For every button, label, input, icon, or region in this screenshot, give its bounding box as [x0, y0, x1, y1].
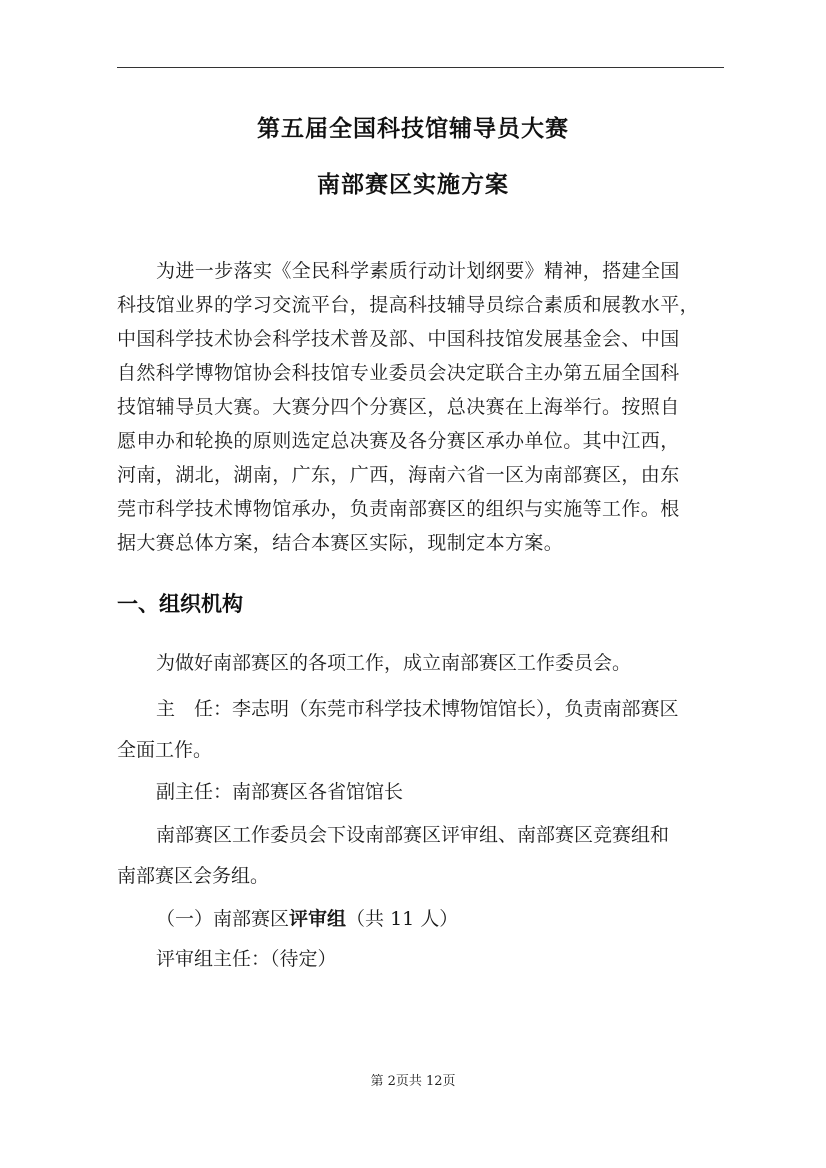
page-number-footer: 第 2页共 12页: [370, 1074, 456, 1089]
subsection-suffix: （共 11 人）: [346, 908, 459, 930]
review-director-text: 评审组主任：（待定）: [156, 948, 337, 970]
intro-line: 自然科学博物馆协会科技馆专业委员会决定联合主办第五届全国科: [117, 362, 680, 384]
intro-line: 愿申办和轮换的原则选定总决赛及各分赛区承办单位。其中江西，: [117, 430, 680, 452]
intro-line: 为进一步落实《全民科学素质行动计划纲要》精神，搭建全国: [156, 260, 680, 282]
director-text-cont: 全面工作。: [117, 739, 213, 761]
header-rule: [117, 67, 724, 68]
intro-line: 河南，湖北，湖南，广东，广西，海南六省一区为南部赛区，由东: [117, 464, 680, 486]
intro-line: 科技馆业界的学习交流平台，提高科技辅导员综合素质和展教水平，: [117, 294, 700, 316]
intro-line: 中国科学技术协会科学技术普及部、中国科技馆发展基金会、中国: [117, 328, 680, 350]
intro-paragraph: [117, 254, 725, 560]
section-heading-organization: 一、组织机构: [117, 592, 243, 616]
document-subtitle: 南部赛区实施方案: [317, 172, 509, 198]
subsection-heading-review-group: [117, 904, 766, 934]
subsection-prefix: （一）南部赛区: [156, 908, 290, 930]
subsection-bold: 评审组: [289, 908, 347, 930]
intro-line: 技馆辅导员大赛。大赛分四个分赛区，总决赛在上海举行。按照自: [117, 396, 680, 418]
director-text: 主 任：李志明（东莞市科学技术博物馆馆长），负责南部赛区: [156, 698, 679, 720]
intro-line: 据大赛总体方案，结合本赛区实际，现制定本方案。: [117, 532, 564, 554]
committee-text: 南部赛区工作委员会下设南部赛区评审组、南部赛区竞赛组和: [156, 824, 670, 846]
deputy-director-text: 副主任：南部赛区各省馆馆长: [156, 781, 404, 803]
document-title: 第五届全国科技馆辅导员大赛: [257, 116, 569, 142]
org-intro-text: 为做好南部赛区的各项工作，成立南部赛区工作委员会。: [156, 652, 632, 674]
committee-text-cont: 南部赛区会务组。: [117, 865, 270, 887]
intro-line: 莞市科学技术博物馆承办，负责南部赛区的组织与实施等工作。根: [117, 498, 680, 520]
